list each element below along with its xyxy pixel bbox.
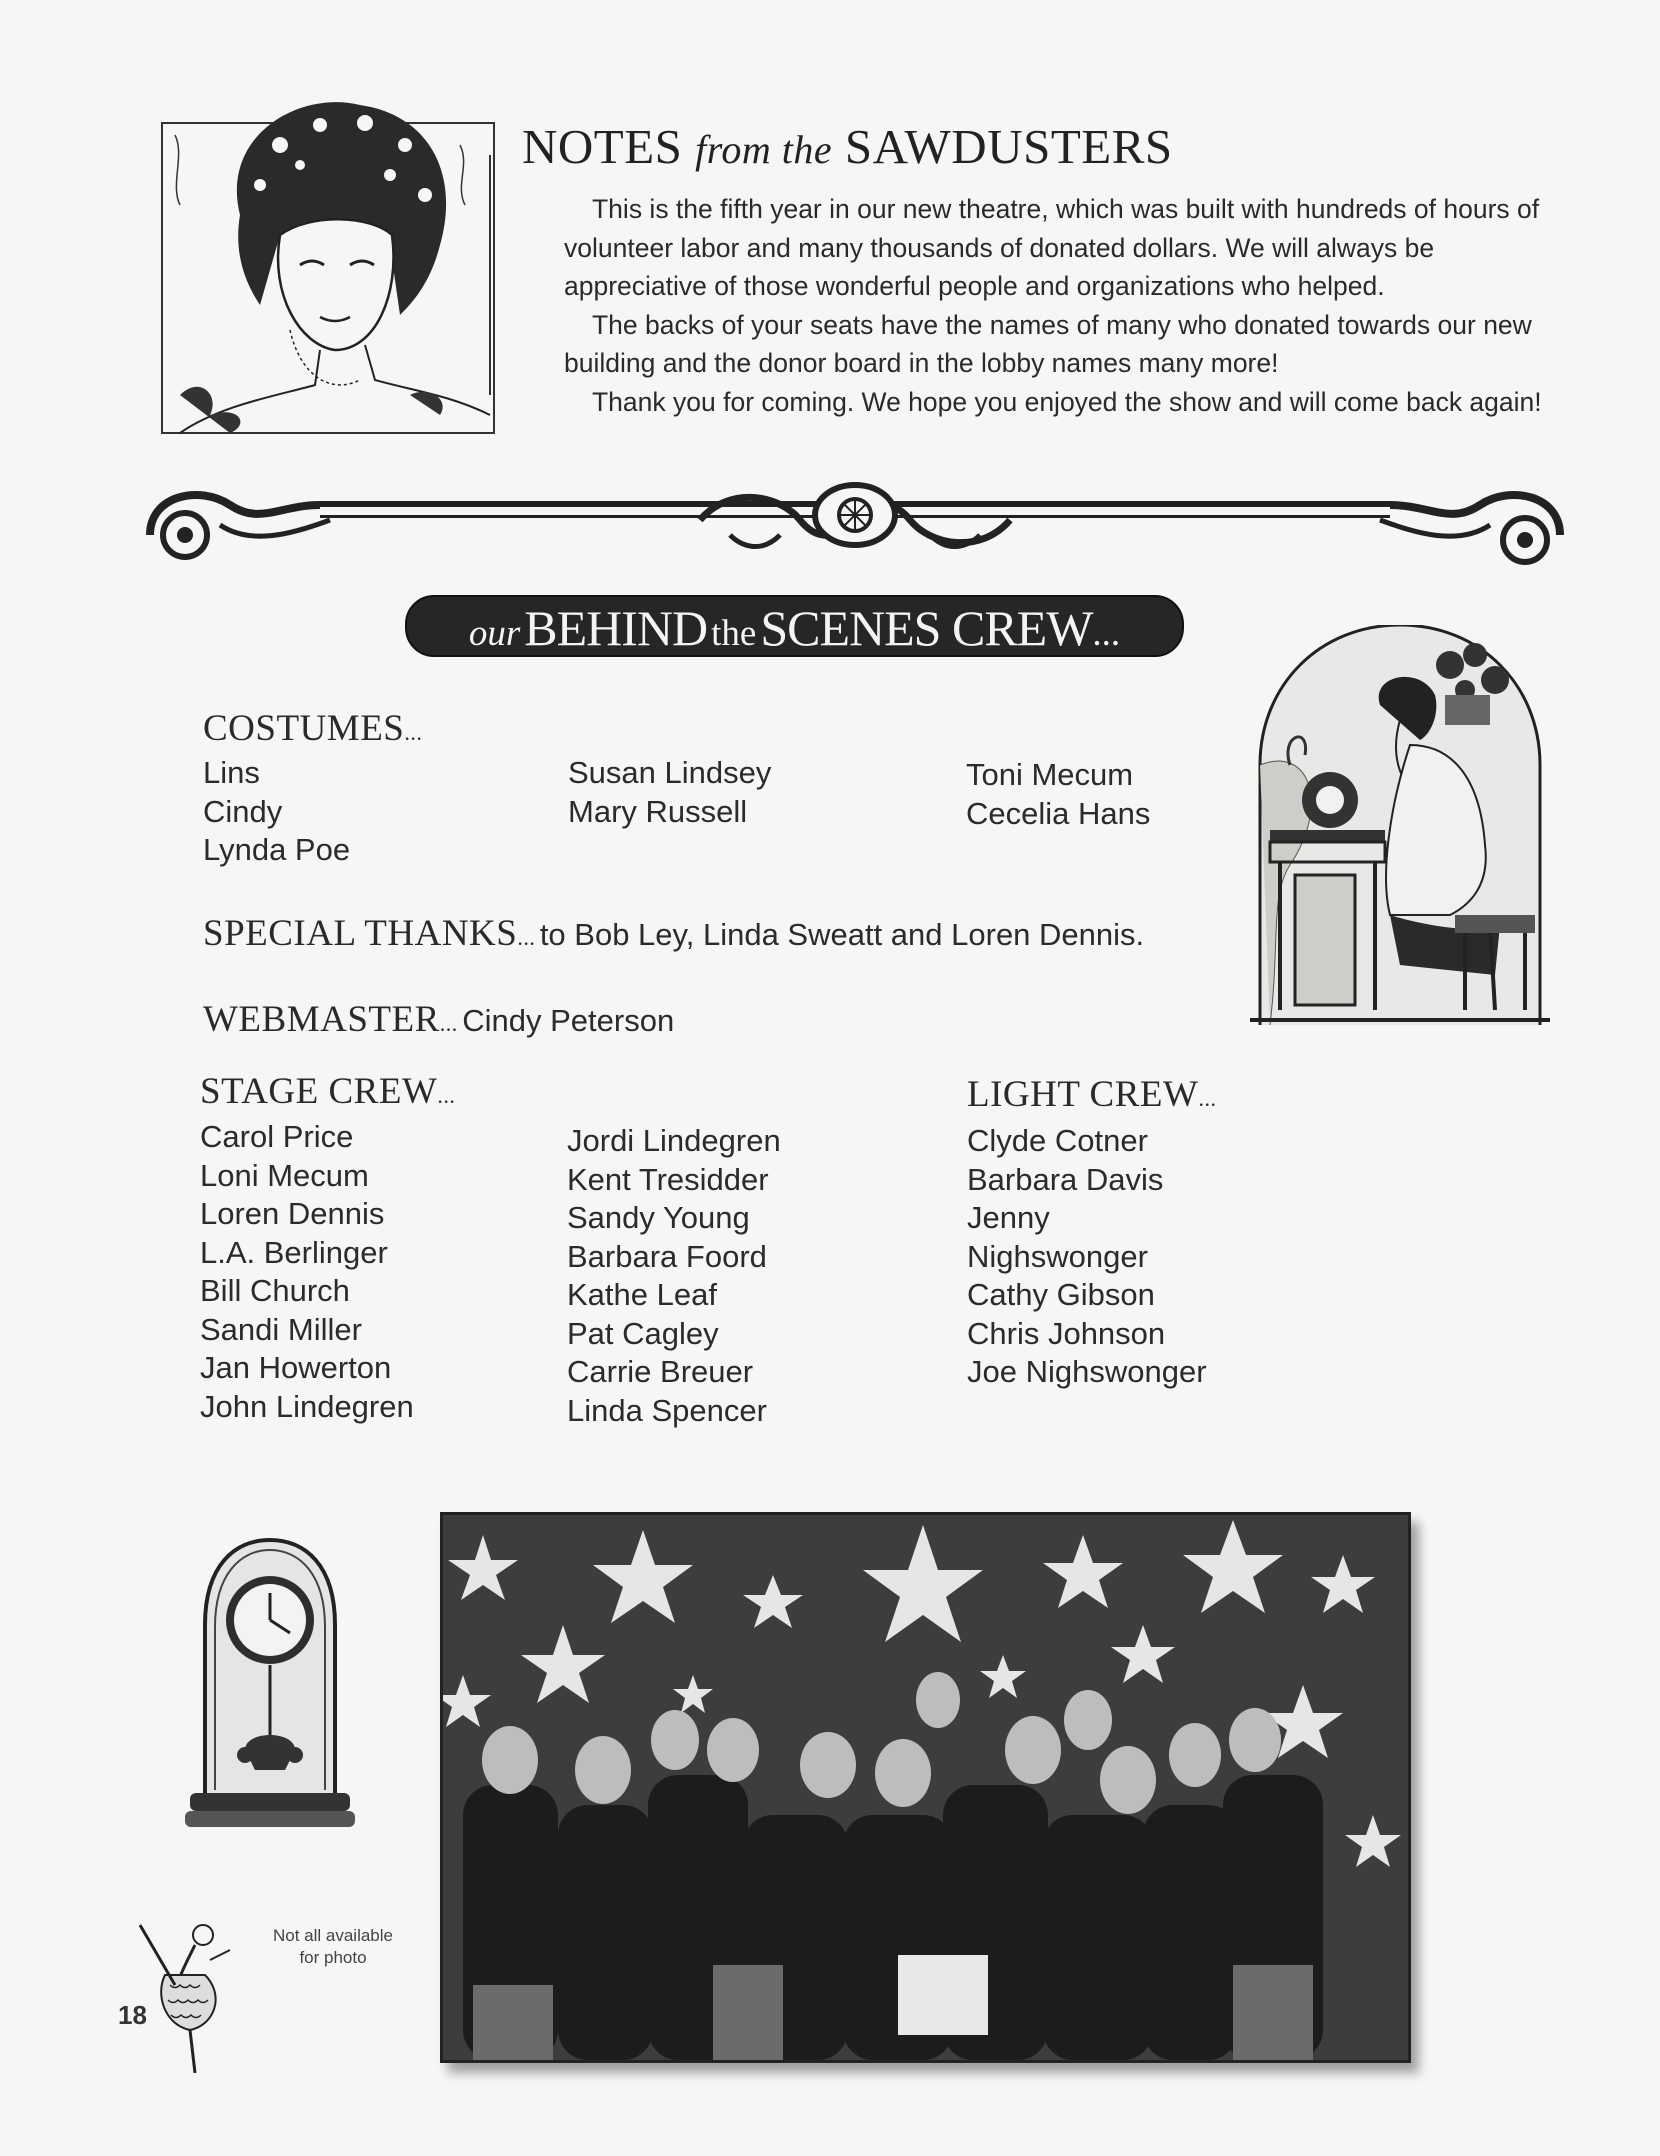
light-crew-heading-dots: ... [1198, 1086, 1217, 1111]
list-item: Mary Russell [568, 793, 748, 829]
ornamental-divider [140, 475, 1570, 575]
costumes-heading [203, 707, 422, 750]
woman-portrait-illustration [160, 95, 496, 435]
list-item: Kathe Leaf [567, 1277, 717, 1312]
notes-title-word-notes: NOTES [522, 119, 683, 174]
notes-paragraph: The backs of your seats have the names of many who donated towards our new building and the donor board in the lobby names many more! [564, 309, 1532, 378]
webmaster-heading-dots: ... [439, 1011, 458, 1036]
list-item: Carrie Breuer [567, 1354, 754, 1389]
list-item: Chris Johnson [967, 1315, 1166, 1351]
special-thanks-line [203, 912, 1144, 955]
light-crew-heading-text: LIGHT CREW [967, 1074, 1199, 1115]
list-item: Cindy [203, 793, 283, 829]
stage-crew-heading-text: STAGE CREW [200, 1071, 438, 1112]
notes-title [522, 118, 1173, 175]
list-item: Nighswonger [967, 1238, 1148, 1274]
banner-prefix: our [468, 613, 521, 654]
notes-title-word-sawdusters: SAWDUSTERS [844, 119, 1173, 174]
list-item: Bill Church [200, 1273, 350, 1308]
notes-paragraph: Thank you for coming. We hope you enjoyed the show and will come back again! [592, 386, 1542, 417]
costumes-column-2 [568, 754, 771, 831]
list-item: Jenny [967, 1200, 1050, 1235]
list-item: Pat Cagley [567, 1315, 719, 1351]
list-item: Cecelia Hans [966, 795, 1151, 831]
list-item: Kent Tresidder [567, 1161, 769, 1197]
stage-crew-heading [200, 1070, 455, 1113]
light-crew-column [967, 1122, 1207, 1392]
photo-caption-line-2: for photo [299, 1948, 367, 1967]
webmaster-line [203, 998, 674, 1041]
list-item: Joe Nighswonger [967, 1354, 1207, 1389]
list-item: Carol Price [200, 1119, 354, 1154]
list-item: John Lindegren [200, 1388, 414, 1424]
list-item: Jordi Lindegren [567, 1123, 781, 1158]
banner-dots: ... [1092, 613, 1121, 654]
list-item: Cathy Gibson [967, 1277, 1155, 1312]
banner-word-the: the [711, 613, 757, 654]
notes-title-from-the: from the [695, 127, 833, 172]
photo-caption-line-1: Not all available [272, 1926, 393, 1945]
list-item: Toni Mecum [966, 757, 1134, 792]
list-item: Clyde Cotner [967, 1123, 1148, 1158]
sewing-woman-illustration [1250, 625, 1550, 1025]
special-thanks-heading-dots: ... [517, 925, 536, 950]
special-thanks-heading [203, 913, 535, 954]
stage-crew-column-2 [567, 1122, 781, 1430]
banner-word-scenes-crew: SCENES CREW [760, 600, 1093, 656]
list-item: Barbara Foord [567, 1238, 767, 1274]
costumes-column-3 [966, 756, 1150, 833]
stage-crew-heading-dots: ... [437, 1083, 456, 1108]
list-item: Lins [203, 755, 260, 790]
list-item: L.A. Berlinger [200, 1234, 388, 1270]
costumes-heading-dots: ... [404, 720, 423, 745]
costumes-column-1 [203, 754, 350, 870]
light-crew-heading [967, 1073, 1216, 1116]
notes-paragraph: This is the fifth year in our new theatre, which was built with hundreds of hours of volunteer labor and many thousands of donated dollars. We will always be appreciative of those wonderful people and organizations who helped. [564, 194, 1540, 301]
banner-word-behind: BEHIND [524, 600, 708, 656]
list-item: Lynda Poe [203, 832, 351, 867]
list-item: Loni Mecum [200, 1157, 369, 1193]
crew-photo-scene [443, 1515, 1408, 2060]
list-item: Sandi Miller [200, 1311, 362, 1347]
special-thanks-text: to Bob Ley, Linda Sweatt and Loren Dennis. [539, 917, 1145, 952]
special-thanks-heading-text: SPECIAL THANKS [203, 913, 518, 954]
list-item: Loren Dennis [200, 1196, 385, 1231]
webmaster-text: Cindy Peterson [462, 1003, 675, 1038]
mantel-clock-illustration [185, 1535, 355, 1835]
dancer-illustration [135, 1915, 245, 2075]
list-item: Susan Lindsey [568, 755, 772, 790]
costumes-heading-text: COSTUMES [203, 708, 405, 749]
page-number: 18 [118, 2000, 147, 2030]
list-item: Linda Spencer [567, 1392, 767, 1428]
webmaster-heading [203, 999, 458, 1040]
crew-group-photo [440, 1512, 1411, 2063]
stage-crew-column-1 [200, 1118, 414, 1426]
crew-banner [405, 595, 1184, 657]
list-item: Barbara Davis [967, 1161, 1164, 1197]
photo-caption [258, 1925, 408, 1969]
webmaster-heading-text: WEBMASTER [203, 999, 440, 1040]
list-item: Sandy Young [567, 1200, 750, 1235]
notes-body [564, 190, 1564, 421]
list-item: Jan Howerton [200, 1350, 392, 1385]
